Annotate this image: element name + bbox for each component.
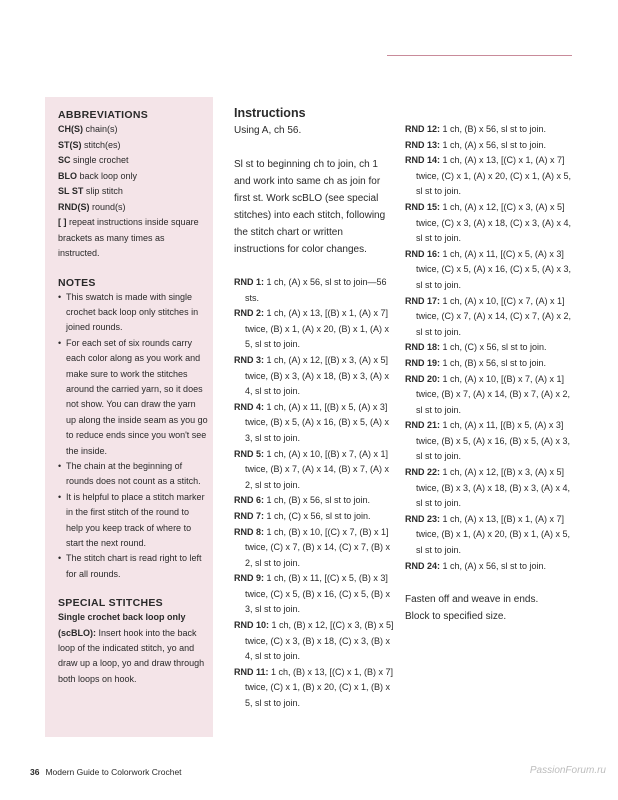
round-item: RND 2: 1 ch, (A) x 13, [(B) x 1, (A) x 7] twice, (B) x 1, (A) x 20, (B) x 1, (A) x 5, sl st to join. — [234, 308, 390, 350]
abbreviation-item: ST(S) stitch(es) — [58, 139, 121, 150]
sidebar-panel — [45, 97, 213, 737]
abbreviations-list — [58, 122, 208, 262]
abbreviation-item: CH(S) chain(s) — [58, 124, 118, 134]
round-item: RND 11: 1 ch, (B) x 13, [(C) x 1, (B) x 7] twice, (C) x 1, (B) x 20, (C) x 1, (B) x 5, sl st to join. — [234, 666, 394, 709]
instructions-heading: Instructions — [234, 106, 306, 120]
abbreviations-heading: ABBREVIATIONS — [58, 109, 149, 121]
round-item: RND 1: 1 ch, (A) x 56, sl st to join—56 sts. — [234, 277, 387, 303]
instructions-column-1 — [234, 104, 396, 712]
instructions-column-2 — [405, 122, 577, 625]
round-item: RND 9: 1 ch, (B) x 11, [(C) x 5, (B) x 3] twice, (C) x 5, (B) x 16, (C) x 5, (B) x 3, sl st to join. — [234, 573, 391, 615]
round-item: RND 20: 1 ch, (A) x 10, [(B) x 7, (A) x 1] twice, (B) x 7, (A) x 14, (B) x 7, (A) x 2, sl st to join. — [405, 373, 571, 415]
round-item: RND 5: 1 ch, (A) x 10, [(B) x 7, (A) x 1] twice, (B) x 7, (A) x 14, (B) x 7, (A) x 2, sl st to join. — [234, 448, 390, 490]
special-stitches-heading: SPECIAL STITCHES — [58, 597, 163, 610]
note-item: • This swatch is made with single crochet back loop only stitches in joined rounds. — [58, 290, 208, 336]
round-item: RND 14: 1 ch, (A) x 13, [(C) x 1, (A) x 7] twice, (C) x 1, (A) x 20, (C) x 1, (A) x 5, sl st to join. — [405, 155, 572, 197]
watermark: PassionForum.ru — [529, 765, 606, 776]
abbreviation-item: BLO back loop only — [58, 170, 138, 181]
round-item: RND 22: 1 ch, (A) x 12, [(B) x 3, (A) x 5] twice, (B) x 3, (A) x 18, (B) x 3, (A) x 4, sl st to join. — [405, 467, 571, 509]
round-item: RND 13: 1 ch, (A) x 56, sl st to join. — [405, 139, 547, 150]
notes-list — [58, 290, 208, 583]
round-item: RND 16: 1 ch, (A) x 11, [(C) x 5, (A) x 3] twice, (C) x 5, (A) x 16, (C) x 5, (A) x 3, sl st to join. — [405, 248, 572, 290]
round-item: RND 12: 1 ch, (B) x 56, sl st to join. — [405, 124, 547, 134]
round-item: RND 7: 1 ch, (C) x 56, sl st to join. — [234, 510, 371, 521]
instructions-intro-2: Sl st to beginning ch to join, ch 1 and work into same ch as join for first st. Work scBLO (see special stitches) into each stitch, following the stitch chart or written instructions for color changes. — [234, 159, 386, 255]
finishing-text-2: Block to specified size. — [405, 611, 507, 623]
abbreviation-item: SL ST slip stitch — [58, 186, 123, 196]
page-footer — [30, 767, 182, 777]
abbreviation-item: [ ] repeat instructions inside square brackets as many times as instructed. — [58, 217, 199, 258]
round-item: RND 17: 1 ch, (A) x 10, [(C) x 7, (A) x 1] twice, (C) x 7, (A) x 14, (C) x 7, (A) x 2, sl st to join. — [405, 295, 572, 337]
round-item: RND 18: 1 ch, (C) x 56, sl st to join. — [405, 342, 547, 353]
page-number: 36 — [30, 767, 40, 777]
abbreviation-item: RND(S) round(s) — [58, 201, 126, 212]
rounds-list-2 — [405, 122, 577, 574]
round-item: RND 19: 1 ch, (B) x 56, sl st to join. — [405, 357, 547, 368]
note-item: • It is helpful to place a stitch marker in the first stitch of the round to help you keep track of where to start the next round. — [58, 490, 208, 552]
round-item: RND 8: 1 ch, (B) x 10, [(C) x 7, (B) x 1] twice, (C) x 7, (B) x 14, (C) x 7, (B) x 2, sl st to join. — [234, 526, 391, 568]
round-item: RND 21: 1 ch, (A) x 11, [(B) x 5, (A) x 3] twice, (B) x 5, (A) x 16, (B) x 5, (A) x 3, sl st to join. — [405, 420, 571, 462]
note-item: • The stitch chart is read right to left for all rounds. — [58, 551, 208, 582]
round-item: RND 15: 1 ch, (A) x 12, [(C) x 3, (A) x 5] twice, (C) x 3, (A) x 18, (C) x 3, (A) x 4, sl st to join. — [405, 201, 572, 244]
notes-heading: NOTES — [58, 276, 96, 289]
abbreviation-item: SC single crochet — [58, 155, 129, 165]
top-rule — [387, 55, 572, 56]
round-item: RND 4: 1 ch, (A) x 11, [(B) x 5, (A) x 3] twice, (B) x 5, (A) x 16, (B) x 5, (A) x 3, sl st to join. — [234, 401, 390, 443]
special-stitch-description: Single crochet back loop only (scBLO): Insert hook into the back loop of the indicated stitch, yo and draw up a loop, yo and draw through both loops on hook. — [58, 612, 205, 684]
round-item: RND 3: 1 ch, (A) x 12, [(B) x 3, (A) x 5] twice, (B) x 3, (A) x 18, (B) x 3, (A) x 4, sl st to join. — [234, 354, 390, 397]
note-item: • The chain at the beginning of rounds does not count as a stitch. — [58, 459, 208, 490]
finishing-text-1: Fasten off and weave in ends. — [405, 594, 539, 606]
round-item: RND 24: 1 ch, (A) x 56, sl st to join. — [405, 560, 547, 571]
round-item: RND 6: 1 ch, (B) x 56, sl st to join. — [234, 495, 371, 506]
rounds-list-1 — [234, 275, 396, 712]
book-title: Modern Guide to Colorwork Crochet — [45, 767, 182, 777]
instructions-intro-1: Using A, ch 56. — [234, 125, 302, 136]
note-item: • For each set of six rounds carry each color along as you work and make sure to work the stitches around the carried yarn, so it does not show. You can draw the yarn up along the inside seam as you go to reduce ends since you won't see the inside. — [58, 336, 208, 459]
round-item: RND 10: 1 ch, (B) x 12, [(C) x 3, (B) x 5] twice, (C) x 3, (B) x 18, (C) x 3, (B) x 4, sl st to join. — [234, 620, 394, 662]
round-item: RND 23: 1 ch, (A) x 13, [(B) x 1, (A) x 7] twice, (B) x 1, (A) x 20, (B) x 1, (A) x 5, sl st to join. — [405, 513, 571, 556]
